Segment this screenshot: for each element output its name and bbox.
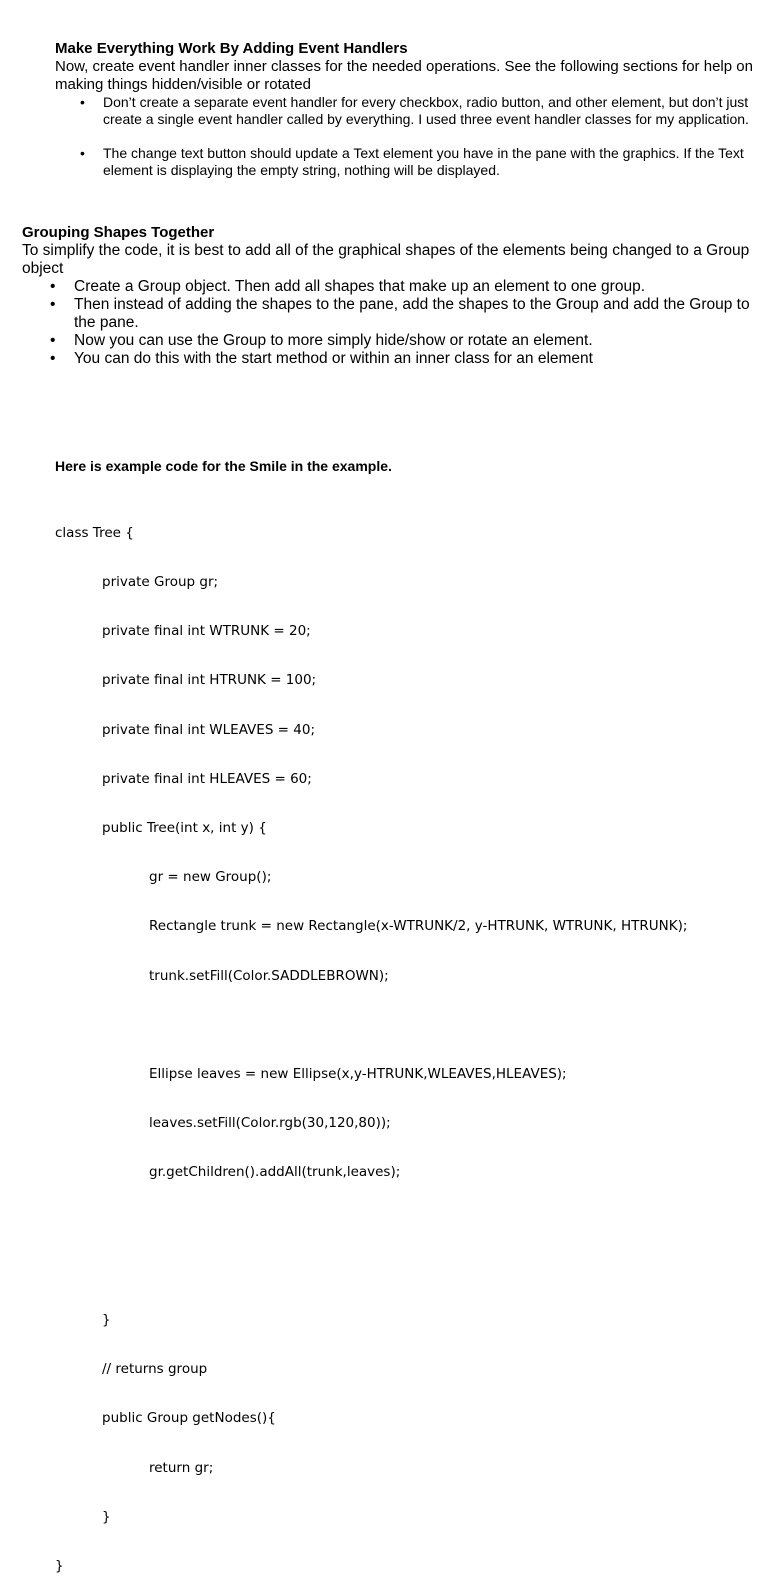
list-item: • The change text button should update a Text element you have in the pane with the graphics. If the Text element is displaying the empty string, nothing will be displayed. (103, 145, 755, 179)
code-line: // returns group (102, 1361, 208, 1378)
bullet-list (55, 94, 755, 179)
code-line: public Group getNodes(){ (102, 1410, 276, 1427)
code-line: private Group gr; (102, 574, 219, 591)
code-caption: Here is example code for the Smile in the example. (55, 458, 392, 474)
event-handlers-section (55, 40, 755, 179)
bullet-list (22, 278, 762, 368)
code-line: Ellipse leaves = new Ellipse(x,y-HTRUNK,WLEAVES,HLEAVES); (149, 1066, 567, 1083)
code-line: leaves.setFill(Color.rgb(30,120,80)); (149, 1115, 391, 1132)
code-line: private final int HTRUNK = 100; (102, 672, 317, 689)
code-block (55, 492, 687, 1591)
list-item: • Don’t create a separate event handler for every checkbox, radio button, and other element, but don’t just create a single event handler called by everything. I used three event handler classes for my application. (103, 94, 755, 128)
code-line (55, 1017, 687, 1033)
section-heading: Make Everything Work By Adding Event Handlers (55, 40, 408, 57)
code-line: return gr; (149, 1459, 214, 1476)
code-line: private final int WLEAVES = 40; (102, 721, 316, 738)
grouping-shapes-section (22, 224, 762, 368)
code-line (55, 1263, 687, 1279)
code-line: public Tree(int x, int y) { (102, 820, 267, 837)
list-item: • Now you can use the Group to more simply hide/show or rotate an element. (74, 332, 762, 350)
code-line: class Tree { (55, 524, 134, 541)
section-intro: Now, create event handler inner classes for the needed operations. See the following sections for help on making things hidden/visible or rotated (55, 58, 753, 93)
list-item: • You can do this with the start method or within an inner class for an element (74, 350, 762, 368)
code-line: } (102, 1312, 111, 1329)
section-intro: To simplify the code, it is best to add all of the graphical shapes of the elements being changed to a Group object (22, 242, 750, 277)
list-item: • Create a Group object. Then add all shapes that make up an element to one group. (74, 278, 762, 296)
code-line (55, 1214, 687, 1230)
code-line: } (55, 1558, 64, 1575)
section-heading: Grouping Shapes Together (22, 224, 215, 241)
code-line: } (102, 1508, 111, 1525)
code-line: trunk.setFill(Color.SADDLEBROWN); (149, 967, 389, 984)
code-line: private final int HLEAVES = 60; (102, 770, 312, 787)
code-line: gr = new Group(); (149, 869, 272, 886)
code-line: Rectangle trunk = new Rectangle(x-WTRUNK/2, y-HTRUNK, WTRUNK, HTRUNK); (149, 918, 688, 935)
code-line: private final int WTRUNK = 20; (102, 623, 311, 640)
code-line: gr.getChildren().addAll(trunk,leaves); (149, 1164, 401, 1181)
list-item: • Then instead of adding the shapes to the pane, add the shapes to the Group and add the Group to the pane. (74, 296, 762, 332)
